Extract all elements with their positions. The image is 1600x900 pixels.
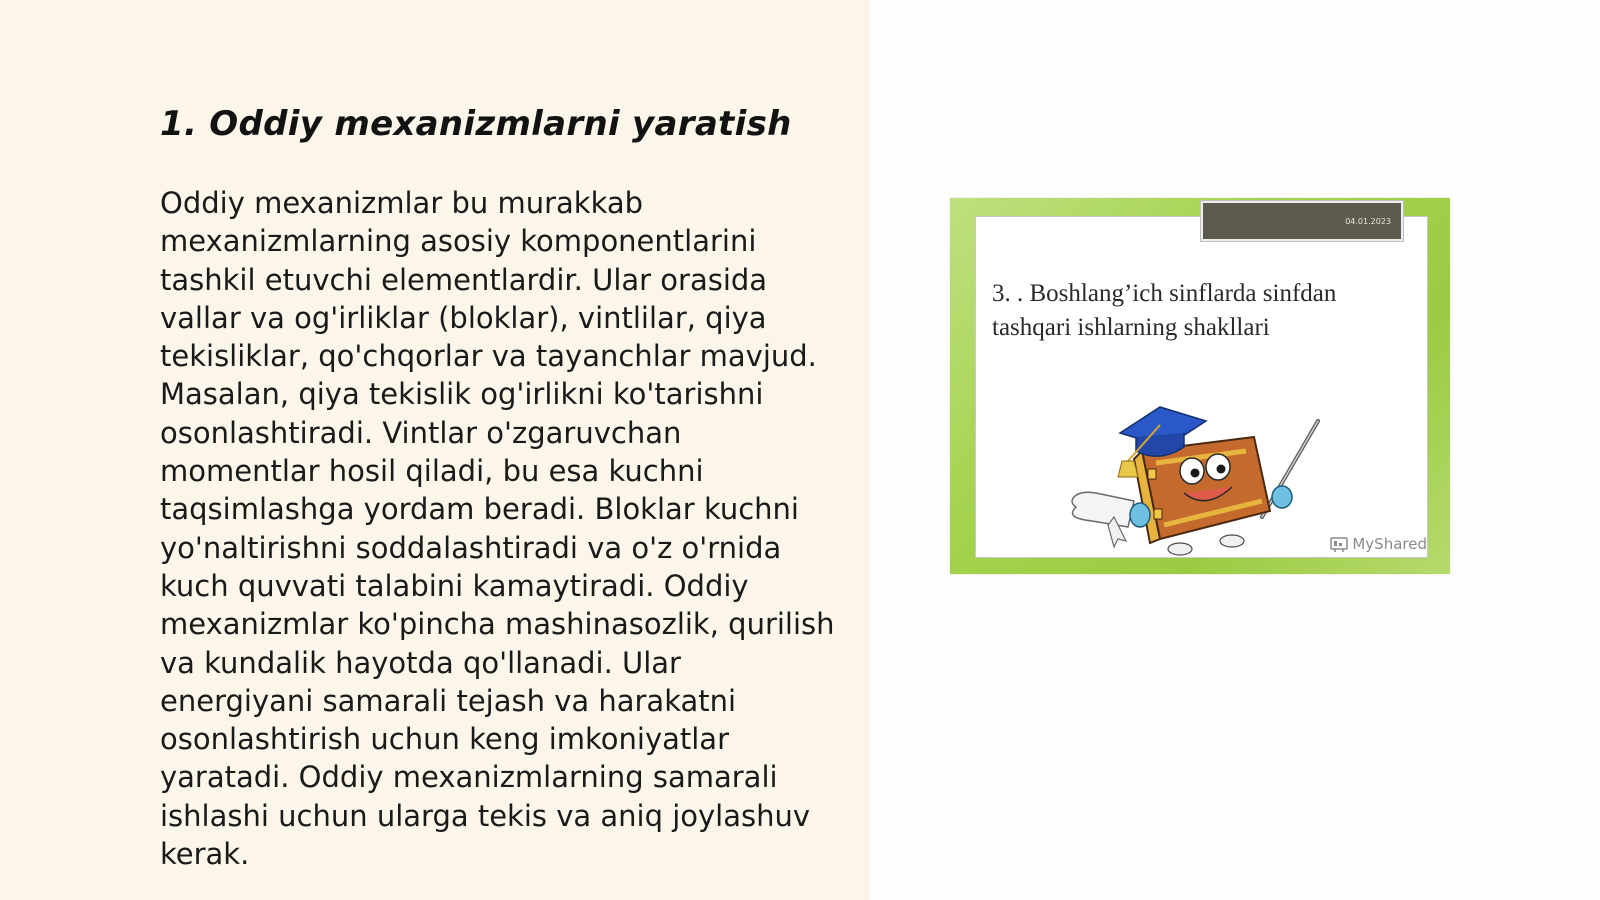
shoes-icon (1168, 535, 1244, 555)
date-box (1201, 201, 1403, 241)
diploma-scroll-icon (1072, 492, 1134, 547)
embedded-slide-content (975, 216, 1428, 558)
slide-date: 04.01.2023 (1345, 217, 1391, 226)
embedded-slide-image (950, 198, 1450, 574)
myshared-logo-icon (1330, 536, 1348, 552)
embedded-slide-title: 3. . Boshlang’ich sinflarda sinfdan tashqari ishlarning shakllari (992, 280, 1337, 341)
book-character-icon (1056, 389, 1336, 559)
slide-body-text: Oddiy mexanizmlar bu murakkab mexanizmlarning asosiy komponentlarini tashkil etuvchi elementlardir. Ular orasida vallar va og'irliklar (bloklar), vintlilar, qiya tekisliklar, qo'chqorlar va tayanchlar mavjud. Masalan, qiya tekislik og'irlikni ko'tarishni osonlashtiradi. Vintlar o'zgaruvchan momentlar hosil qiladi, bu esa kuchni taqsimlashga yordam beradi. Bloklar kuchni yo'naltirishni soddalashtiradi va o'z o'rnida kuch quvvati talabini kamaytiradi. Oddiy mexanizmlar ko'pincha mashinasozlik, qurilish va kundalik hayotda qo'llanadi. Ular energiyani samarali tejash va harakatni osonlashtirish uchun keng imkoniyatlar yaratadi. Oddiy mexanizmlarning samarali ishlashi uchun ularga tekis va aniq joylashuv kerak. (160, 186, 835, 872)
watermark (1330, 535, 1427, 553)
slide-title: 1. Oddiy mexanizmlarni yaratish (160, 104, 792, 144)
watermark-text: MyShared (1352, 535, 1427, 553)
